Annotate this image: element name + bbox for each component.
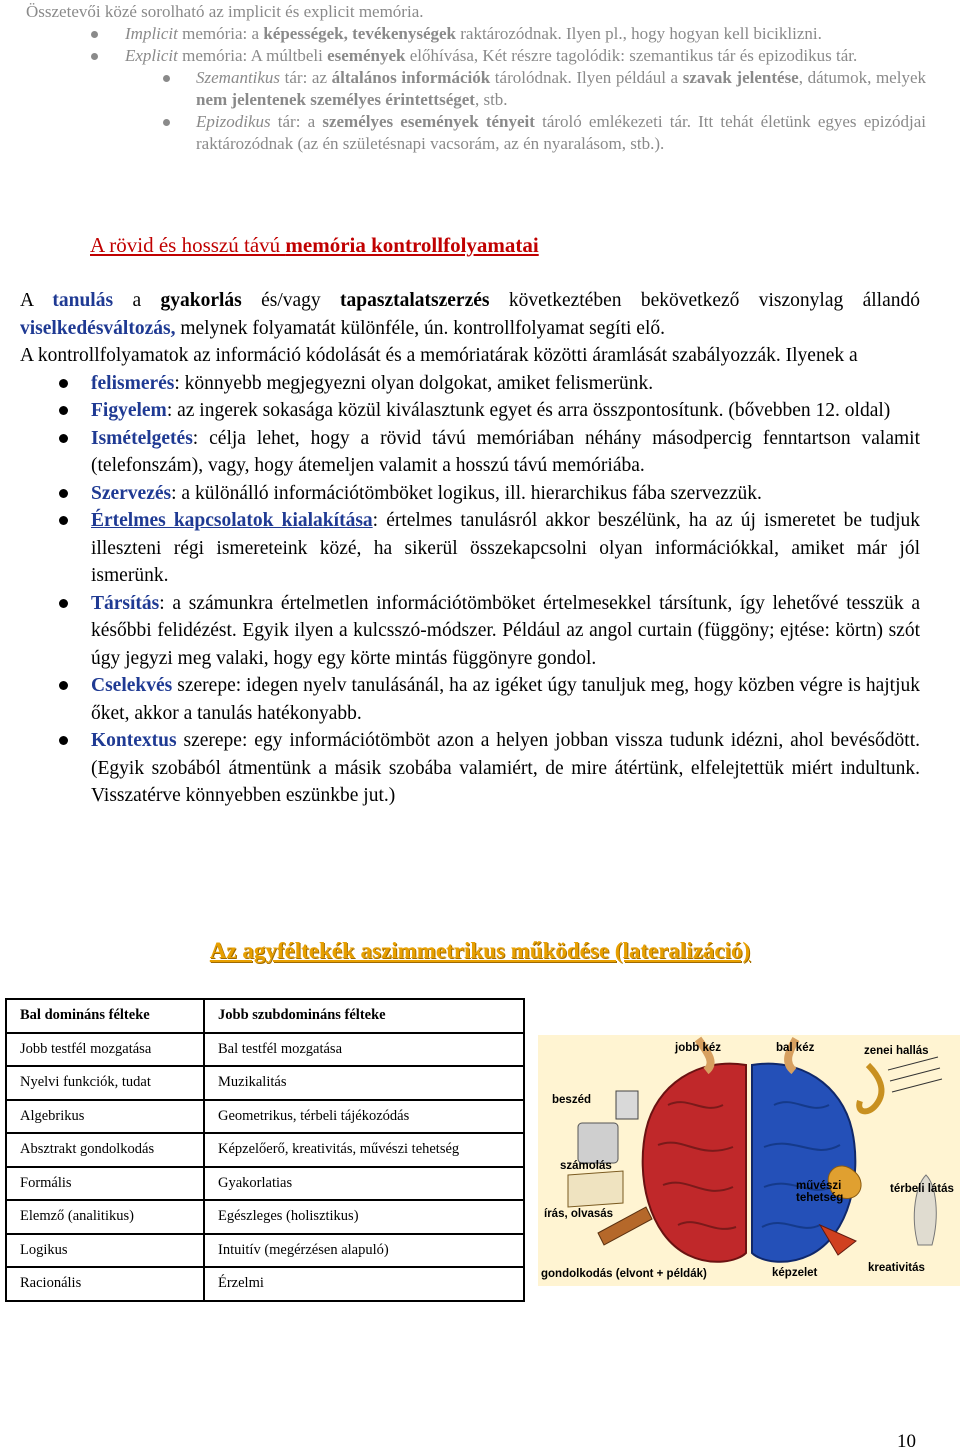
- microphone-icon: [616, 1091, 638, 1119]
- label-szamolas: számolás: [560, 1160, 612, 1172]
- table-cell: Bal domináns félteke: [6, 999, 204, 1033]
- label-tehetseg: tehetség: [796, 1192, 844, 1204]
- table-row: [6, 1267, 524, 1301]
- table-cell: Elemző (analitikus): [6, 1200, 204, 1234]
- process-description: : célja lehet, hogy a rövid távú memóriában néhány másodpercig fenntartson valamit (telefonszám), vagy, hogy átemeljen valamit a hosszú távú memóriába.: [91, 427, 920, 476]
- bullet-szemantikus: Szemantikus tár: az általános információk tárolódnak. Ilyen például a szavak jelentése, dátumok, melyek nem jelentenek személyes érintettséget, stb.: [26, 67, 926, 111]
- bullet-dot-icon: [59, 599, 68, 608]
- table-row: [6, 1066, 524, 1100]
- table-cell: Intuitív (megérzésen alapuló): [204, 1234, 524, 1268]
- brain-lateralization-illustration: [538, 1035, 960, 1286]
- process-description: : az ingerek sokasága közül kiválasztunk egyet és arra összpontosítunk. (bővebben 12. oldal): [166, 400, 891, 421]
- process-keyword: Társítás: [91, 592, 160, 614]
- table-cell: Gyakorlatias: [204, 1167, 524, 1201]
- bullet-dot-icon: [59, 736, 68, 745]
- bullet-dot-icon: [163, 119, 170, 126]
- table-row: [6, 1100, 524, 1134]
- table-row: [6, 1133, 524, 1167]
- table-cell: Érzelmi: [204, 1267, 524, 1301]
- control-process-item: [20, 507, 920, 590]
- bullet-dot-icon: [163, 75, 170, 82]
- main-body: [20, 287, 920, 810]
- process-description: : a különálló információtömböket logikus, ill. hierarchikus fába szervezzük.: [171, 482, 762, 504]
- label-zenei-hallas: zenei hallás: [864, 1045, 929, 1057]
- label-iras-olvasas: írás, olvasás: [544, 1208, 614, 1220]
- table-cell: Muzikalitás: [204, 1066, 524, 1100]
- control-process-list: [20, 370, 920, 810]
- table-cell: Racionális: [6, 1267, 204, 1301]
- intro-line: Összetevői közé sorolható az implicit és explicit memória.: [26, 2, 424, 21]
- bullet-implicit: Implicit memória: a képességek, tevékenységek raktározódnak. Ilyen pl., hogy hogyan kell biciklizni.: [26, 23, 926, 45]
- process-keyword: Figyelem: [91, 400, 167, 421]
- table-cell: Formális: [6, 1167, 204, 1201]
- label-muveszi: művészi: [796, 1180, 842, 1192]
- page-number: 10: [897, 1431, 916, 1452]
- control-process-item: [20, 672, 920, 727]
- bullet-dot-icon: [59, 489, 68, 498]
- process-description: : könnyebb megjegyezni olyan dolgokat, amiket felismerünk.: [174, 372, 654, 394]
- process-keyword: felismerés: [91, 372, 175, 394]
- process-description: : a számunkra értelmetlen információtömböket értelmesekkel társítunk, így lehetővé tesszük a későbbi felidézést. Egyik ilyen a kulcsszó-módszer. Például az angol curtain (függöny; ejtése: körtn) szót úgy jegyzi meg valaki, hogy egy körte mintás függönyre gondol.: [91, 592, 920, 669]
- label-beszed: beszéd: [552, 1094, 591, 1106]
- calculator-icon: [578, 1123, 618, 1163]
- learning-paragraph: A tanulás a gyakorlás és/vagy tapasztalatszerzés következtében bekövetkező viszonylag állandó viselkedésváltozás, melynek folyamatát különféle, ún. kontrollfolyamat segíti elő.: [20, 290, 920, 339]
- lateralization-heading: Az agyféltekék aszimmetrikus működése (lateralizáció): [209, 938, 751, 963]
- bullet-dot-icon: [59, 379, 68, 388]
- table-cell: Képzelőerő, kreativitás, művészi tehetség: [204, 1133, 524, 1167]
- process-keyword: Cselekvés: [91, 675, 173, 696]
- control-process-item: [20, 425, 920, 480]
- label-kreativitas: kreativitás: [868, 1262, 925, 1274]
- label-gondolkodas: gondolkodás (elvont + példák): [541, 1268, 707, 1280]
- bullet-explicit: Explicit memória: A múltbeli események előhívása, Két részre tagolódik: szemantikus tár és epizodikus tár.: [26, 45, 926, 67]
- book-icon: [568, 1171, 623, 1207]
- table-cell: Bal testfél mozgatása: [204, 1033, 524, 1067]
- process-keyword: Ismételgetés: [91, 427, 193, 449]
- bullet-dot-icon: [59, 434, 68, 443]
- control-process-item: [20, 480, 920, 508]
- process-description: szerepe: idegen nyelv tanulásánál, ha az igéket úgy tanuljuk meg, hogy közben végre is hajtjuk őket, akkor a tanulás hatékonyabb.: [91, 675, 920, 724]
- process-keyword: Értelmes kapcsolatok kialakítása: [91, 510, 373, 531]
- table-cell: Nyelvi funkciók, tudat: [6, 1066, 204, 1100]
- hemisphere-comparison-table: [5, 998, 525, 1302]
- process-keyword: Szervezés: [91, 482, 172, 504]
- control-paragraph: A kontrollfolyamatok az információ kódolását és a memóriatárak közötti áramlását szabályozzák. Ilyenek a: [20, 345, 858, 366]
- table-cell: Geometrikus, térbeli tájékozódás: [204, 1100, 524, 1134]
- table-cell: Absztrakt gondolkodás: [6, 1133, 204, 1167]
- table-cell: Jobb testfél mozgatása: [6, 1033, 204, 1067]
- table-cell: Egészleges (holisztikus): [204, 1200, 524, 1234]
- label-terbeli-latas: térbeli látás: [890, 1183, 954, 1195]
- table-header-row: [6, 999, 524, 1033]
- bullet-dot-icon: [59, 516, 68, 525]
- table-cell: Algebrikus: [6, 1100, 204, 1134]
- control-process-item: [20, 590, 920, 673]
- label-jobb-kez: jobb kéz: [675, 1042, 722, 1054]
- bullet-dot-icon: [59, 681, 68, 690]
- memory-types-section: [26, 1, 926, 155]
- process-description: szerepe: egy információtömböt azon a helyen jobban vissza tudunk idézni, ahol bevésődött. (Egyik szobából átmentünk a másik szobába valamiért, de mire átértünk, elfelejtettük miért indultunk. Visszatérve könnyebben eszünkbe jut.): [91, 730, 920, 806]
- bullet-dot-icon: [91, 53, 98, 60]
- process-keyword: Kontextus: [91, 730, 177, 751]
- bullet-dot-icon: [91, 31, 98, 38]
- section-heading-control-processes: A rövid és hosszú távú memória kontrollfolyamatai: [90, 233, 539, 257]
- control-process-item: [20, 370, 920, 398]
- control-process-item: [20, 397, 920, 425]
- table-row: [6, 1033, 524, 1067]
- table-row: [6, 1200, 524, 1234]
- table-row: [6, 1167, 524, 1201]
- bullet-epizodikus: Epizodikus tár: a személyes események tényeit tároló emlékezeti tár. Itt tehát életünk egyes epizódjai raktározódnak (az én születésnapi vacsorám, az én nyaralásom, stb.).: [26, 111, 926, 155]
- table-row: [6, 1234, 524, 1268]
- bullet-dot-icon: [59, 406, 68, 415]
- table-cell: Jobb szubdomináns félteke: [204, 999, 524, 1033]
- label-bal-kez: bal kéz: [776, 1042, 815, 1054]
- table-cell: Logikus: [6, 1234, 204, 1268]
- process-description: : értelmes tanulásról akkor beszélünk, ha az új ismeretet be tudjuk illeszteni régi ismereteink közé, ha sikerül összekapcsolni olyan információkkal, amiket már jól ismerünk.: [91, 510, 921, 586]
- label-kepzelet: képzelet: [772, 1267, 818, 1279]
- control-process-item: [20, 727, 920, 810]
